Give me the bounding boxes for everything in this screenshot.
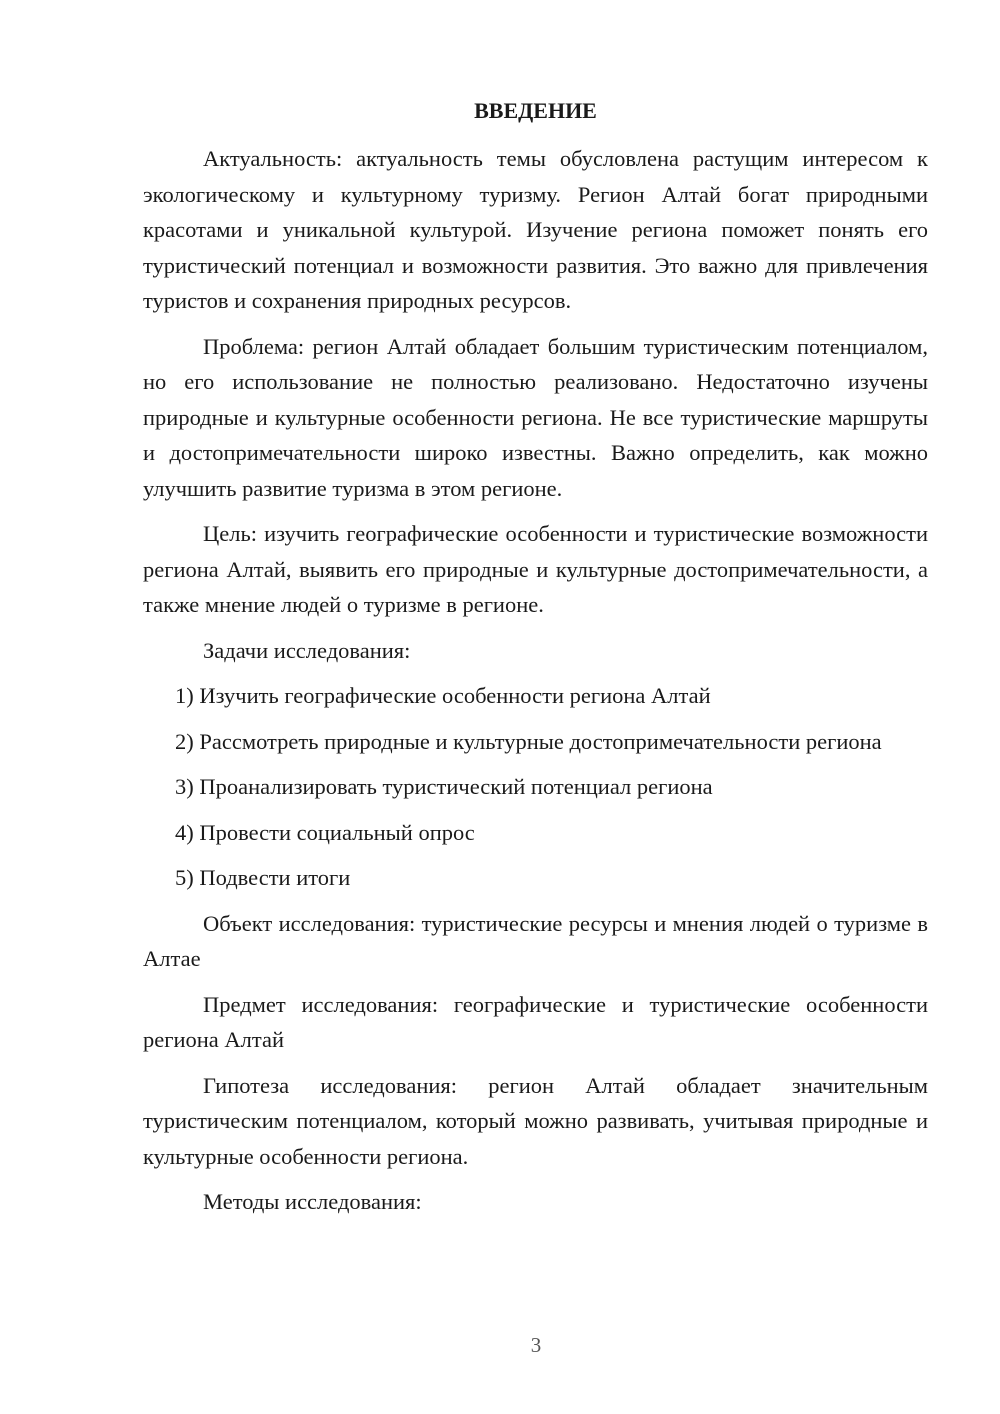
paragraph-hypothesis: Гипотеза исследования: регион Алтай обладает значительным туристическим потенциалом, который можно развивать, учитывая природные и культурные особенности региона. (143, 1072, 928, 1169)
paragraph-methods: Методы исследования: (203, 1189, 422, 1214)
task-item: 4) Провести социальный опрос (175, 819, 475, 845)
paragraph-goal: Цель: изучить географические особенности и туристические возможности региона Алтай, выявить его природные и культурные достопримечательности, а также мнение людей о туризме в регионе. (143, 521, 928, 617)
task-item: 2) Рассмотреть природные и культурные достопримечательности региона (175, 728, 882, 754)
page-content (143, 94, 928, 1230)
task-item: 3) Проанализировать туристический потенциал региона (175, 774, 713, 799)
task-item: 5) Подвести итоги (175, 865, 351, 890)
paragraph-relevance: Актуальность: актуальность темы обусловлена растущим интересом к экологическому и культурному туризму. Регион Алтай богат природными красотами и уникальной культурой. Изучение региона поможет понять его туристический потенциал и возможности развития. Это важно для привлечения туристов и сохранения природных ресурсов. (143, 146, 928, 313)
paragraph-object: Объект исследования: туристические ресурсы и мнения людей о туризме в Алтае (143, 910, 928, 971)
task-item: 1) Изучить географические особенности региона Алтай (175, 683, 711, 708)
paragraph-problem: Проблема: регион Алтай обладает большим туристическим потенциалом, но его использование не полностью реализовано. Недостаточно изучены природные и культурные особенности региона. Не все туристические маршруты и достопримечательности широко известны. Важно определить, как можно улучшить развитие туризма в этом регионе. (143, 333, 928, 501)
paragraph-tasks-heading: Задачи исследования: (203, 637, 411, 663)
paragraph-subject: Предмет исследования: географические и туристические особенности региона Алтай (143, 991, 928, 1052)
page-number: 3 (530, 1333, 542, 1357)
section-title: ВВЕДЕНИЕ (474, 98, 597, 123)
